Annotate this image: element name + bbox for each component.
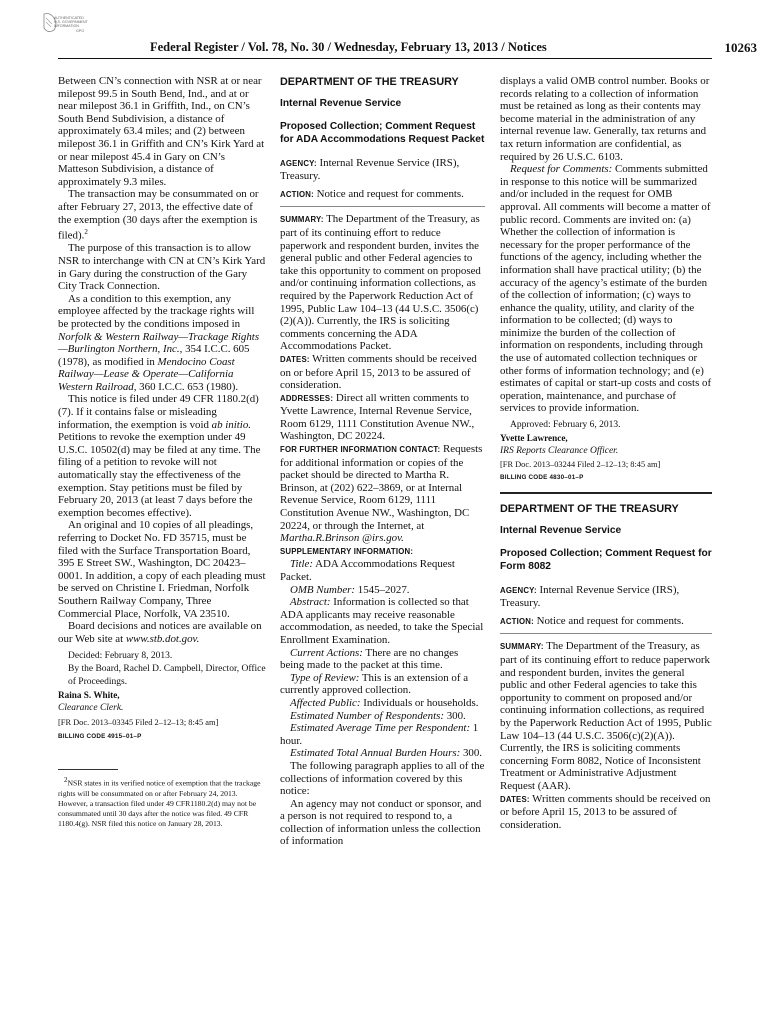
approved-date: Approved: February 6, 2013. bbox=[510, 420, 621, 431]
fr-doc-number: [FR Doc. 2013–03244 Filed 2–12–13; 8:45 am] bbox=[500, 460, 661, 470]
summary-section: SUMMARY: The Department of the Treasury, as part of its continuing effort to reduce paperwork and respondent burden, invites the general public and other Federal agencies to take this opportunity to comment on proposed and/or continuing information collections, as required by the Paperwork Reduction Act of 1995, Public Law 104–13 (44 U.S.C. 3506(c)(2)(A)). Currently, the IRS is soliciting comments concerning the ADA Accommodations Packet. bbox=[280, 213, 481, 353]
dates-section: DATES: Written comments should be received on or before April 15, 2013 to be assured of consideration. bbox=[280, 352, 477, 392]
section-divider bbox=[500, 633, 712, 634]
paragraph: The purpose of this transaction is to allow NSR to interchange with CN at CN’s Kirk Yard in Gary during the construction of the Gary City Track Connection. bbox=[58, 242, 266, 293]
fr-doc-number: [FR Doc. 2013–03345 Filed 2–12–13; 8:45 am] bbox=[58, 718, 219, 728]
column-3 bbox=[500, 75, 712, 831]
billing-code: BILLING CODE 4915–01–P bbox=[58, 732, 142, 740]
document-separator bbox=[500, 492, 712, 494]
omb-number: OMB Number: 1545–2027. bbox=[290, 583, 410, 596]
paragraph: The transaction may be consummated on or after February 27, 2013, the effective date of the exemption (30 days after the exemption is filed).$^2$ bbox=[58, 188, 259, 242]
request-for-comments: Request for Comments: Comments submitted in response to this notice will be summarized and/or included in the request for OMB approval. All comments will become a matter of public record. Comments are invited on: (a) Whether the collection of information is necessary for the proper performance of the functions of the agency, including whether the information shall have practical utility; (b) the accuracy of the agency’s estimate of the burden of the collection of information; (c) ways to enhance the quality, utility, and clarity of the information to be collected; (d) ways to minimize the burden of the collection of information on respondents, including through the use of automated collection techniques or other forms of information technology; and (e) estimates of capital or start-up costs and costs of operation, maintenance, and purchase of services to provide information. bbox=[500, 163, 712, 415]
estimated-time: Estimated Average Time per Respondent: 1 hour. bbox=[280, 722, 479, 747]
summary-section: SUMMARY: The Department of the Treasury, as part of its continuing effort to reduce paperwork and respondent burden, invites the general public and other Federal agencies to take this opportunity to comment on proposed and/or continuing information collections, as required by the Paperwork Reduction Act of 1995, Public Law 104–13 (44 U.S.C. 3506(c)(2)(A)). Currently, the IRS is soliciting comments concerning Form 8082, Notice of Inconsistent Treatment or Administrative Adjustment Request (AAR). bbox=[500, 640, 712, 792]
further-info-section: FOR FURTHER INFORMATION CONTACT: Requests for additional information or copies of the packet should be directed to Martha R. Brinson, at (202) 622–3869, or at Internal Revenue Service, Room 6129, 1111 Constitution Avenue NW., Washington, DC 20224, or through the Internet, at Martha.R.Brinson @irs.gov. bbox=[280, 443, 483, 545]
action-section: ACTION: Notice and request for comments. bbox=[500, 614, 684, 627]
department-heading: DEPARTMENT OF THE TREASURY bbox=[500, 503, 679, 516]
agency-heading: Internal Revenue Service bbox=[280, 98, 402, 109]
header-rule bbox=[58, 58, 712, 59]
footnote: $^2$NSR states in its verified notice of exemption that the trackage rights will be consummated on or after February 24, 2013. However, a transaction filed under 49 CFR1180.2(d) may not be consummated until 30 days after the notice was filed. 49 CFR 1180.4(g). NSR filed this notice on January 28, 2013. bbox=[58, 776, 261, 828]
abstract: Abstract: Information is collected so that ADA applicants may receive reasonable accommodation, as needed, to take the Special Enrollment Examination. bbox=[280, 596, 484, 646]
department-heading: DEPARTMENT OF THE TREASURY bbox=[280, 76, 459, 88]
signer-name: Raina S. White, bbox=[58, 690, 120, 701]
estimated-burden: Estimated Total Annual Burden Hours: 300. bbox=[290, 747, 483, 760]
addresses-section: ADDRESSES: Direct all written comments to Yvette Lawrence, Internal Revenue Service, Room 6129, 1111 Constitution Avenue NW., Washington, DC 20224. bbox=[280, 391, 475, 443]
agency-section: AGENCY: Internal Revenue Service (IRS), Treasury. bbox=[500, 583, 680, 610]
paragraph: This notice is filed under 49 CFR 1180.2(d)(7). If it contains false or misleading information, the exemption is void ab initio. Petitions to revoke the exemption under 49 U.S.C. 10502(d) may be filed at any time. The filing of a petition to revoke will not automatically stay the effectiveness of the exemption. Stay petitions must be filed by February 20, 2013 (at least 7 days before the exemption becomes effective). bbox=[58, 393, 261, 519]
by-the-board: By the Board, Rachel D. Campbell, Director, Office of Proceedings. bbox=[68, 664, 266, 688]
paragraph: Between CN’s connection with NSR at or near milepost 99.5 in South Bend, Ind., and at or near milepost 36.1 in Griffith, Ind., on CN’s South Bend Subdivision, a distance of approximately 63.4 miles; and (2) between milepost 36.1 in Griffith and CN’s Kirk Yard at or near milepost 45.4 in Gary on CN’s Matteson Subdivision, a distance of approximately 9.3 miles. bbox=[58, 75, 265, 188]
paragraph: An original and 10 copies of all pleadings, referring to Docket No. FD 35715, must be filed with the Surface Transportation Board, 395 E Street SW., Washington, DC 20423–0001. In addition, a copy of each pleading must be served on Christine I. Friedman, Norfolk Southern Railway Company, Three Commercial Place, Norfolk, VA 23510. bbox=[58, 519, 266, 620]
gpo-authentication-logo bbox=[40, 10, 102, 46]
signer-name: Yvette Lawrence, bbox=[500, 433, 568, 444]
action-section: ACTION: Notice and request for comments. bbox=[280, 187, 464, 200]
paragraph: Board decisions and notices are available on our Web site at www.stb.dot.gov. bbox=[58, 620, 262, 645]
dates-section: DATES: Written comments should be received on or before April 15, 2013 to be assured of consideration. bbox=[500, 792, 711, 831]
decided-date: Decided: February 8, 2013. bbox=[68, 651, 173, 662]
column-1 bbox=[58, 75, 266, 828]
section-divider bbox=[280, 206, 485, 207]
document-title: Proposed Collection; Comment Request for ADA Accommodations Request Packet bbox=[280, 121, 485, 145]
page-number: 10263 bbox=[724, 40, 757, 55]
signer-title: Clearance Clerk. bbox=[58, 703, 124, 714]
header-title: Federal Register / Vol. 78, No. 30 / Wednesday, February 13, 2013 / Notices bbox=[150, 40, 547, 54]
document-title: Proposed Collection; Comment Request for Form 8082 bbox=[500, 548, 712, 572]
footnote-rule bbox=[58, 769, 118, 770]
billing-code: BILLING CODE 4830–01–P bbox=[500, 474, 584, 482]
paragraph: As a condition to this exemption, any employee affected by the trackage rights will be protected by the conditions imposed in Norfolk & Western Railway—Trackage Rights—Burlington Northern, Inc., 354 I.C.C. 605 (1978), as modified in Mendocino Coast Railway—Lease & Operate—California Western Railroad, 360 I.C.C. 653 (1980). bbox=[58, 292, 260, 393]
collection-title: Title: ADA Accommodations Request Packet. bbox=[280, 558, 455, 583]
signer-title: IRS Reports Clearance Officer. bbox=[500, 446, 619, 457]
agency-heading: Internal Revenue Service bbox=[500, 525, 622, 537]
estimated-respondents: Estimated Number of Respondents: 300. bbox=[290, 709, 466, 722]
affected-public: Affected Public: Individuals or households. bbox=[290, 696, 479, 709]
supplementary-info-label: SUPPLEMENTARY INFORMATION: bbox=[280, 546, 414, 556]
paragraph: displays a valid OMB control number. Books or records relating to a collection of information must be retained as long as their contents may become material in the administration of any internal revenue law. Generally, tax returns and tax return information are confidential, as required by 26 U.S.C. 6103. bbox=[500, 75, 710, 163]
logo-text: AUTHENTICATED U.S. GOVERNMENT INFORMATION GPO bbox=[54, 16, 88, 33]
current-actions: Current Actions: There are no changes being made to the packet at this time. bbox=[280, 646, 459, 672]
agency-section: AGENCY: Internal Revenue Service (IRS), Treasury. bbox=[280, 156, 460, 183]
running-header bbox=[150, 40, 757, 55]
type-of-review: Type of Review: This is an extension of a currently approved collection. bbox=[280, 671, 469, 697]
paragraph: An agency may not conduct or sponsor, and a person is not required to respond to, a collection of information unless the collection of information bbox=[280, 797, 482, 848]
paragraph: The following paragraph applies to all of the collections of information covered by this notice: bbox=[280, 759, 485, 798]
column-2 bbox=[280, 75, 485, 848]
